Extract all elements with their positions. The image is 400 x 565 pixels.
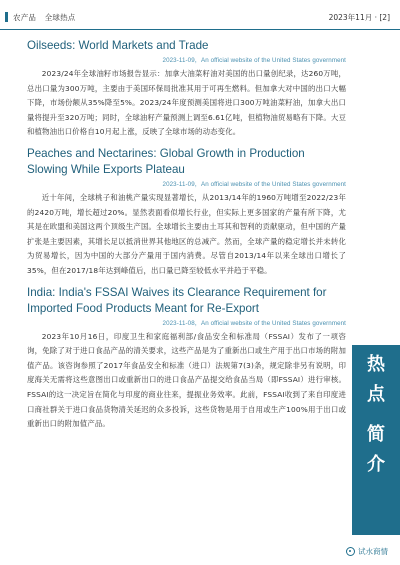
article-oilseeds	[27, 38, 346, 140]
article-peaches	[27, 146, 346, 279]
header-accent-bar	[5, 12, 8, 22]
header-section: 农产品	[13, 13, 37, 22]
article-meta: 2023-11-09，An official website of the United States government	[162, 57, 346, 64]
brand-logo-icon	[346, 547, 355, 556]
panel-char: 简	[367, 424, 385, 445]
article-title[interactable]: Peaches and Nectarines: Global Growth in Production Slowing While Exports Plateau	[27, 146, 305, 176]
article-india-fssai	[27, 285, 346, 432]
header-issue: 2023年11月 · [2]	[328, 13, 390, 22]
article-title[interactable]: Oilseeds: World Markets and Trade	[27, 39, 209, 52]
article-body: 近十年间，全球桃子和油桃产量实现显著增长，从2013/14年的1960万吨增至2022/23年的2420万吨，增长超过20%。显然表面看似增长行业，但实际上更多国家的产量有所下降，尤其是在欧盟和美国这两个顶级生产国。全球增长主要由土耳其和智利的贡献驱动，但中国的产量扩张是主要因素，其增长足以抵消世界其他地区的总减产。然而，全球产量的稳定增长并未转化为贸易增长，因为中国的大部分产量用于国内消费。尽管自2013/14年以来全球出口增长了35%，但在2017/18年达到峰值后，出口量已降至较低水平并趋于平稳。	[27, 192, 346, 275]
panel-char: 点	[367, 384, 385, 405]
article-body: 2023/24年全球油籽市场报告显示：加拿大油菜籽油对美国的出口量创纪录，达260万吨，总出口量为300万吨，主要由于美国环保局批准其用于可再生燃料。但加拿大对中国的出口大幅下降，市场份额从35%降至5%。2023/24年度预测美国将进口300万吨油菜籽油，加拿大出口量将提升至320万吨；同时，全球油籽产量预测上调至6.61亿吨，但植物油贸易略有下降。大豆和植物油出口价格自10月起上涨，反映了全球市场的动态变化。	[27, 69, 346, 137]
article-meta: 2023-11-08，An official website of the United States government	[162, 319, 346, 327]
header-subsection: 全球热点	[44, 13, 76, 22]
header-section-label	[13, 12, 76, 23]
panel-char: 介	[367, 454, 385, 475]
hot-topics-panel	[352, 345, 400, 535]
page-header	[0, 0, 400, 30]
article-body: 2023年10月16日，印度卫生和家庭福利部/食品安全和标准局（FSSAI）发布了一项咨询，免除了对于进口食品产品的清关要求，这些产品是为了重新出口或生产用于出口市场的附加值产品。该咨询参照了2017年食品安全和标准（进口）法规第7(3)条，规定除非另有说明，印度海关无需将这些意图出口或重新出口的进口食品产品提交给食品当局（即FSSAI）进行审核。FSSAI的这一决定旨在简化与印度的商业往来，提振业务效率。此前，FSSAI收到了来自印度进口商社群关于进口食品货物清关延迟的众多投诉，这些货物是用于自用或生产100%用于出口或重新出口的附加值产品。	[27, 331, 346, 429]
article-meta: 2023-11-09，An official website of the United States government	[162, 180, 346, 188]
panel-char: 热	[367, 354, 385, 375]
article-title[interactable]: India: India's FSSAI Waives its Clearance Requirement for Imported Food Products Meant for Re-Export	[27, 285, 327, 315]
brand-name: 试水商情	[358, 546, 388, 556]
brand-footer	[346, 542, 400, 560]
article-list	[27, 38, 346, 438]
